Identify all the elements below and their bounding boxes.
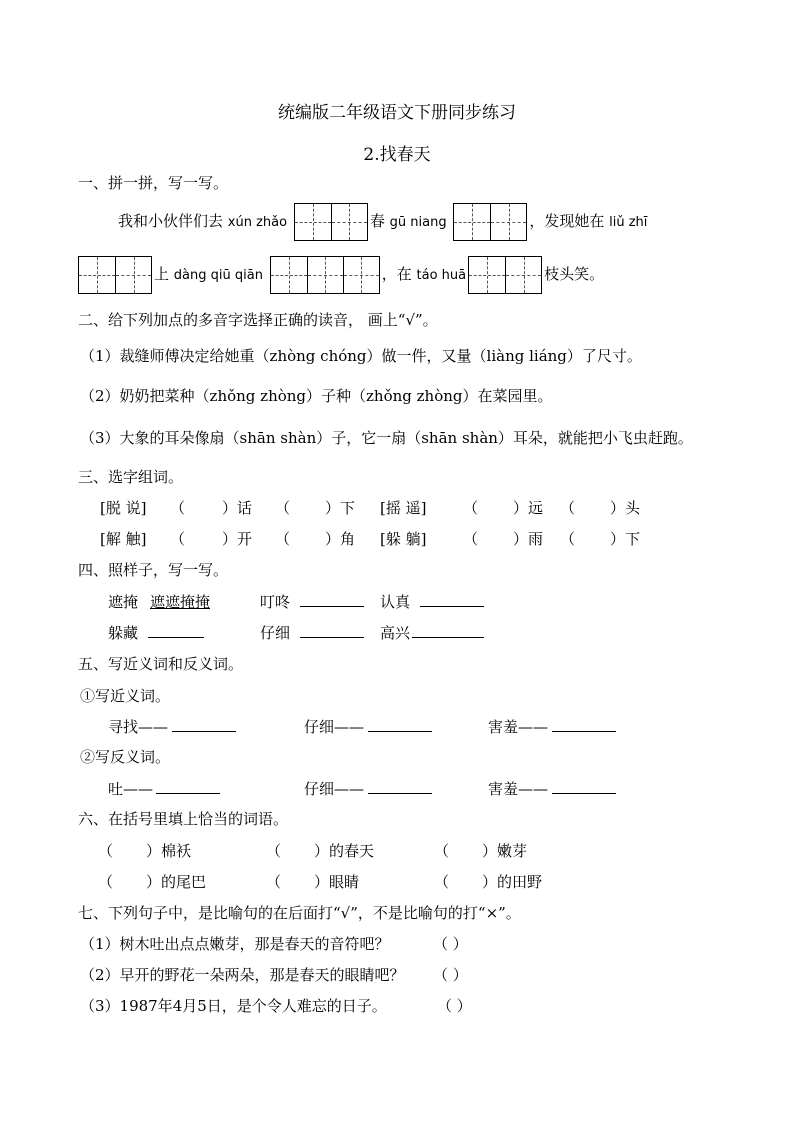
section4-heading: 四、照样子，写一写。 [78, 561, 229, 579]
s6-phrase[interactable]: ）嫩芽 [482, 842, 528, 860]
writing-grid[interactable] [468, 256, 542, 294]
s5-word: 害羞—— [488, 718, 549, 736]
section6-heading: 六、在括号里填上恰当的词语。 [78, 810, 289, 828]
s3-blank-word[interactable]: ）下 [610, 530, 641, 548]
s5-word: 仔细—— [304, 718, 365, 736]
s3-choice: [解 触] [100, 530, 147, 548]
answer-blank[interactable] [552, 715, 616, 732]
answer-paren[interactable]: （ ） [437, 997, 472, 1015]
text: 春 [369, 212, 390, 230]
pinyin: xún zhǎo [227, 215, 288, 230]
s4-word: 躲藏 [108, 624, 139, 642]
text: ，发现她在 [529, 212, 610, 230]
section2-item: （2）奶奶把菜种（zhǒng zhòng）子种（zhǒng zhòng）在菜园里。 [80, 387, 553, 405]
s6-phrase[interactable]: ）的尾巴 [146, 873, 207, 891]
s3-blank-word[interactable]: ）头 [610, 499, 641, 517]
answer-blank[interactable] [420, 590, 484, 607]
paren-open: （ [560, 499, 576, 517]
s3-blank-word[interactable]: ）开 [222, 530, 253, 548]
s6-phrase[interactable]: ）棉袄 [146, 842, 192, 860]
s6-phrase[interactable]: ）眼睛 [314, 873, 360, 891]
paren-open: （ [560, 530, 576, 548]
paren-open: （ [463, 499, 479, 517]
s7-item: （1）树木吐出点点嫩芽，那是春天的音符吧？ [80, 935, 390, 953]
text: 上 [154, 265, 174, 283]
answer-blank[interactable] [156, 777, 220, 794]
s4-example-answer: 遮遮掩掩 [150, 593, 211, 611]
paren-open: （ [275, 530, 291, 548]
paren-open: （ [170, 499, 186, 517]
answer-paren[interactable]: （ ） [433, 966, 468, 984]
section1-line2 [76, 254, 604, 294]
writing-grid[interactable] [270, 256, 380, 294]
s4-example-word: 遮掩 [108, 593, 139, 611]
s4-word: 叮咚 [260, 593, 291, 611]
paren-open: （ [266, 873, 282, 891]
section7-heading: 七、下列句子中，是比喻句的在后面打“√”，不是比喻句的打“×”。 [78, 904, 521, 922]
text: ，在 [381, 265, 417, 283]
s3-choice: [摇 遥] [380, 499, 427, 517]
s3-blank-word[interactable]: ）角 [325, 530, 356, 548]
answer-blank[interactable] [300, 590, 364, 607]
s3-choice: [脱 说] [100, 499, 147, 517]
writing-grid[interactable] [78, 256, 152, 294]
paren-open: （ [98, 873, 114, 891]
text: 枝头笑。 [544, 265, 605, 283]
paren-open: （ [98, 842, 114, 860]
pinyin: gū niang [389, 215, 447, 230]
section3-heading: 三、选字组词。 [78, 468, 184, 486]
section1-heading: 一、拼一拼，写一写。 [78, 174, 229, 192]
answer-blank[interactable] [172, 715, 236, 732]
s5-word: 害羞—— [488, 780, 549, 798]
answer-blank[interactable] [368, 777, 432, 794]
section2-item: （1）裁缝师傅决定给她重（zhòng chóng）做一件，又量（liàng liáng）了尺寸。 [80, 347, 642, 365]
s7-item: （3）1987年4月5日，是个令人难忘的日子。 [80, 997, 387, 1015]
answer-blank[interactable] [412, 621, 484, 638]
s3-blank-word[interactable]: ）雨 [513, 530, 544, 548]
s4-word: 仔细 [260, 624, 291, 642]
pinyin: táo huā [416, 268, 467, 283]
paren-open: （ [463, 530, 479, 548]
pinyin: liǔ zhī [609, 215, 648, 230]
answer-blank[interactable] [552, 777, 616, 794]
paren-open: （ [170, 530, 186, 548]
s4-word: 认真 [380, 593, 411, 611]
answer-blank[interactable] [368, 715, 432, 732]
paren-open: （ [275, 499, 291, 517]
s3-blank-word[interactable]: ）远 [513, 499, 544, 517]
s4-word: 高兴 [380, 624, 411, 642]
section1-line1 [118, 201, 647, 241]
s5-sub-heading: ②写反义词。 [80, 748, 171, 766]
page-title: 统编版二年级语文下册同步练习 [278, 103, 516, 123]
s5-word: 仔细—— [304, 780, 365, 798]
paren-open: （ [434, 873, 450, 891]
lesson-title: 2.找春天 [363, 145, 431, 165]
section2-heading: 二、给下列加点的多音字选择正确的读音， 画上“√”。 [78, 311, 438, 329]
s5-sub-heading: ①写近义词。 [80, 687, 171, 705]
writing-grid[interactable] [453, 203, 527, 241]
section2-item: （3）大象的耳朵像扇（shān shàn）子，它一扇（shān shàn）耳朵，就能把小飞虫赶跑。 [80, 429, 693, 447]
s7-item: （2）早开的野花一朵两朵，那是春天的眼睛吧？ [80, 966, 405, 984]
s3-blank-word[interactable]: ）话 [222, 499, 253, 517]
paren-open: （ [434, 842, 450, 860]
answer-blank[interactable] [148, 621, 204, 638]
text: 我和小伙伴们去 [118, 212, 228, 230]
paren-open: （ [266, 842, 282, 860]
answer-paren[interactable]: （ ） [433, 935, 468, 953]
section5-heading: 五、写近义词和反义词。 [78, 655, 244, 673]
s5-word: 吐—— [108, 780, 154, 798]
answer-blank[interactable] [300, 621, 364, 638]
s3-choice: [躲 躺] [380, 530, 427, 548]
writing-grid[interactable] [294, 203, 368, 241]
s3-blank-word[interactable]: ）下 [325, 499, 356, 517]
s6-phrase[interactable]: ）的田野 [482, 873, 543, 891]
pinyin: dàng qiū qiān [173, 268, 263, 283]
s5-word: 寻找—— [108, 718, 169, 736]
s6-phrase[interactable]: ）的春天 [314, 842, 375, 860]
